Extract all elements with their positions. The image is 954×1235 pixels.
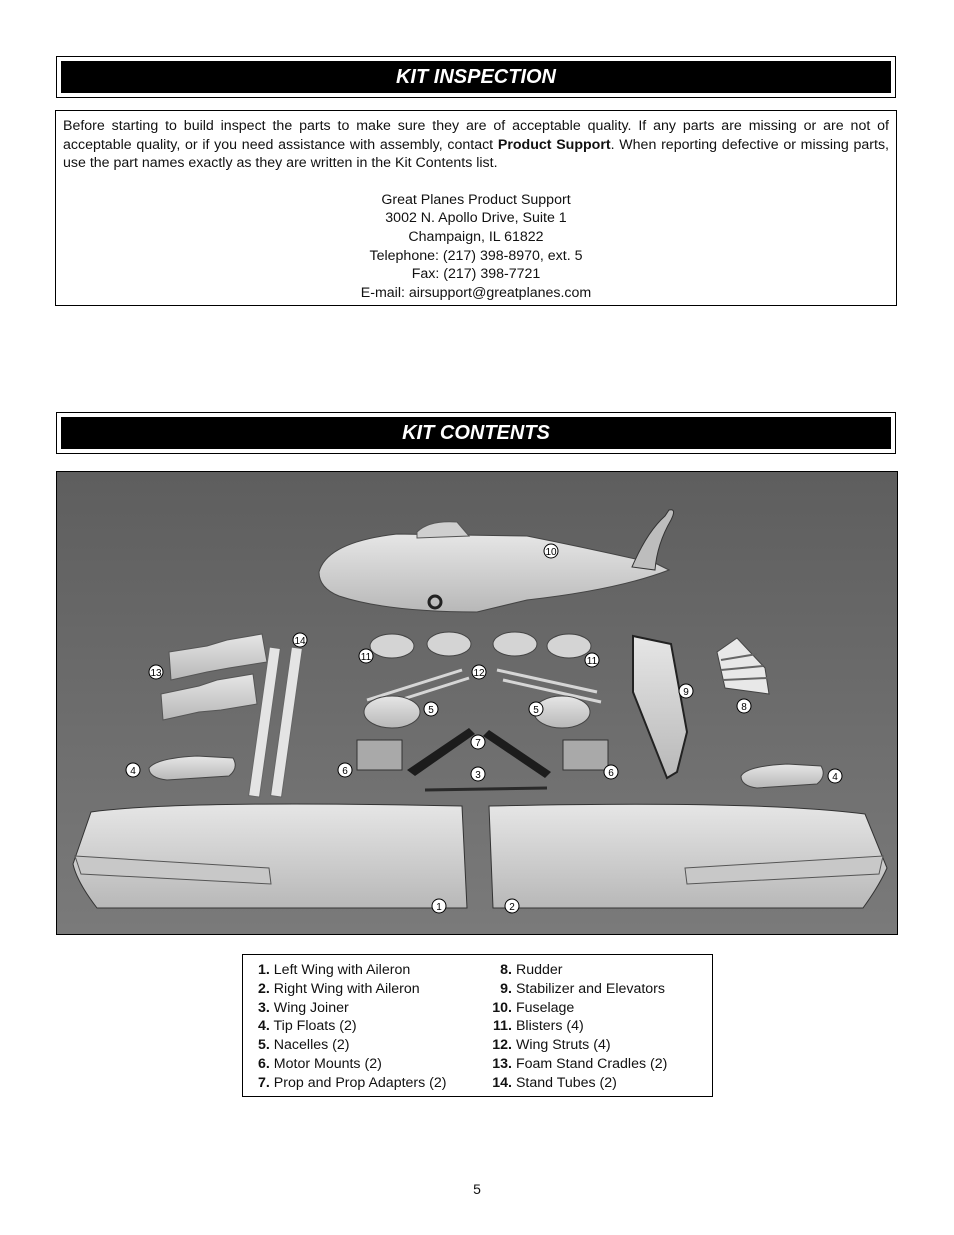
callout-12 <box>472 665 486 679</box>
callout-3 <box>471 767 485 781</box>
list-item: 1. Left Wing with Aileron <box>258 962 411 978</box>
callout-13 <box>149 665 163 679</box>
list-item: 5. Nacelles (2) <box>258 1037 350 1054</box>
inspection-box <box>55 110 897 306</box>
address-street: 3002 N. Apollo Drive, Suite 1 <box>385 210 567 227</box>
callout-13-label: 13 <box>150 668 162 679</box>
kit-contents-photo <box>56 471 898 935</box>
inspection-text-start: Before starting to build inspect the parts to make sure they are of acceptable quality. If any parts are missing or are not of acceptable quality, or if you need assistance with assembly, contact <box>63 118 889 153</box>
contents-column-left <box>258 961 447 1093</box>
address-city: Champaign, IL 61822 <box>408 228 544 245</box>
callout-4-right-label: 4 <box>832 772 838 783</box>
kit-contents-list <box>242 954 713 1097</box>
left-wing-part <box>73 804 467 908</box>
callout-11-left-label: 11 <box>360 652 372 663</box>
callout-4-right <box>828 769 842 783</box>
kit-contents-heading: KIT CONTENTS <box>61 417 891 449</box>
inspection-text-end: . When reporting defective or missing parts, use the part names exactly as they are written in the Kit Contents list. <box>63 136 889 172</box>
callout-11-right <box>585 653 599 667</box>
address-telephone: Telephone: (217) 398-8970, ext. 5 <box>369 247 583 264</box>
callout-6-right <box>604 765 618 779</box>
list-item: 2. Right Wing with Aileron <box>258 980 420 997</box>
list-item: 10. Fuselage <box>492 999 575 1016</box>
callout-8-label: 8 <box>741 702 747 713</box>
callout-5-left <box>424 702 438 716</box>
callout-9 <box>679 684 693 698</box>
kit-parts-illustration <box>57 472 897 934</box>
list-item: 14. Stand Tubes (2) <box>492 1074 617 1091</box>
callout-5-left-label: 5 <box>428 705 434 716</box>
callout-3-label: 3 <box>475 770 481 781</box>
callout-2-label: 2 <box>509 902 515 913</box>
callout-5-right <box>529 702 543 716</box>
callout-8 <box>737 699 751 713</box>
callout-2 <box>505 899 519 913</box>
list-item: 9. Stabilizer and Elevators <box>500 980 665 997</box>
support-address <box>63 191 889 303</box>
callout-4-left-label: 4 <box>130 766 136 777</box>
product-support-label: Product Support <box>497 136 611 153</box>
callout-6-left <box>338 763 352 777</box>
contents-column-right <box>486 961 667 1093</box>
list-item: 11. Blisters (4) <box>493 1018 584 1035</box>
callout-10-label: 10 <box>545 547 557 558</box>
callout-7 <box>471 735 485 749</box>
page-number: 5 <box>473 1181 481 1197</box>
kit-inspection-heading: KIT INSPECTION <box>61 61 891 93</box>
address-fax: Fax: (217) 398-7721 <box>411 266 541 283</box>
kit-inspection-banner <box>56 56 896 98</box>
inspection-paragraph <box>63 117 889 173</box>
callout-6-right-label: 6 <box>608 768 614 779</box>
callout-1-label: 1 <box>436 902 442 913</box>
callout-11-left <box>359 649 373 663</box>
list-item: 3. Wing Joiner <box>258 999 349 1016</box>
callout-14 <box>293 633 307 647</box>
address-company: Great Planes Product Support <box>381 191 571 208</box>
list-item: 4. Tip Floats (2) <box>258 1018 357 1035</box>
right-wing-part <box>489 804 887 908</box>
address-email: E-mail: airsupport@greatplanes.com <box>360 284 592 301</box>
wing-joiner-part <box>425 788 547 790</box>
callout-6-left-label: 6 <box>342 766 348 777</box>
callout-5-right-label: 5 <box>533 705 539 716</box>
callout-11-right-label: 11 <box>586 656 598 667</box>
callout-7-label: 7 <box>475 738 481 749</box>
list-item: 8. Rudder <box>500 962 563 978</box>
callout-14-label: 14 <box>294 636 306 647</box>
list-item: 12. Wing Struts (4) <box>492 1037 611 1054</box>
callout-12-label: 12 <box>473 668 485 679</box>
list-item: 6. Motor Mounts (2) <box>258 1055 382 1072</box>
callout-10 <box>544 544 558 558</box>
kit-contents-banner <box>56 412 896 454</box>
callout-1 <box>432 899 446 913</box>
callout-4-left <box>126 763 140 777</box>
list-item: 13. Foam Stand Cradles (2) <box>492 1055 668 1072</box>
callout-9-label: 9 <box>683 687 689 698</box>
list-item: 7. Prop and Prop Adapters (2) <box>258 1074 447 1091</box>
